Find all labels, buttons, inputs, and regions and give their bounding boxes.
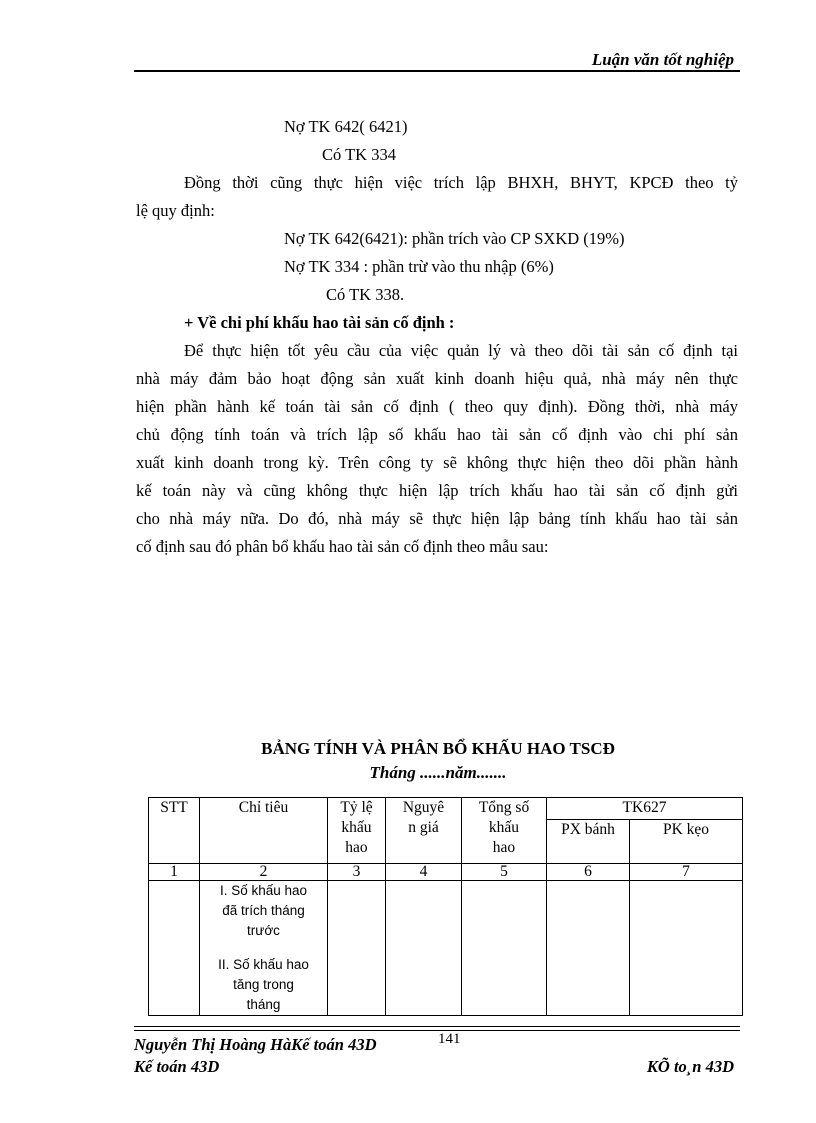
entry-line-5: Nợ TK 642(6421): phần trích vào CP SXKD (19%)	[284, 229, 625, 248]
paragraph-line: kế toán này và cũng không thực hiện lập trích khấu hao tài sản cố định gửi	[136, 481, 738, 500]
header-cell-chi-tieu: Chỉ tiêu	[200, 798, 328, 864]
column-number: 4	[386, 864, 462, 881]
section-heading: + Về chi phí khấu hao tài sản cố định :	[184, 313, 455, 332]
column-number: 1	[149, 864, 200, 881]
paragraph-line: cho nhà máy nữa. Do đó, nhà máy sẽ thực hiện lập bảng tính khấu hao tài sản	[136, 509, 738, 528]
column-number: 2	[200, 864, 328, 881]
table-cell-chi-tieu: I. Số khấu hao đã trích tháng trước II. Số khấu hao tăng trong tháng	[200, 881, 328, 1016]
table-cell	[630, 881, 743, 1016]
table-subtitle: Tháng ......năm.......	[369, 763, 507, 782]
header-cell-px-banh: PX bánh	[547, 820, 630, 864]
column-number: 3	[328, 864, 386, 881]
footer-rule	[134, 1026, 740, 1027]
paragraph-line: nhà máy đảm bảo hoạt động sản xuất kinh doanh hiệu quả, nhà máy nên thực	[136, 369, 738, 388]
header-cell-stt: STT	[149, 798, 200, 864]
table-cell	[328, 881, 386, 1016]
footer-author: Nguyễn Thị Hoàng HàKế toán 43D	[134, 1035, 377, 1054]
paragraph-line: lệ quy định:	[136, 201, 215, 220]
header-title: Luận văn tốt nghiệp	[591, 50, 734, 69]
entry-line-2: Có TK 334	[322, 145, 396, 164]
depreciation-table	[148, 797, 743, 1016]
header-cell-ty-le: Tỷ lệ khấu hao	[328, 798, 386, 864]
page-number: 141	[438, 1031, 461, 1047]
paragraph-line: hiện phần hành kế toán tài sản cố định ( theo quy định). Đồng thời, nhà máy	[136, 397, 738, 416]
table-cell	[149, 881, 200, 1016]
column-number: 5	[462, 864, 547, 881]
paragraph-line: chủ động tính toán và trích lập số khấu hao tài sản cố định vào chi phí sản	[136, 425, 738, 444]
header-cell-tong-so: Tổng số khấu hao	[462, 798, 547, 864]
table-cell	[386, 881, 462, 1016]
table-cell	[547, 881, 630, 1016]
footer-left-line: Kế toán 43D	[134, 1057, 220, 1076]
paragraph-line: Đồng thời cũng thực hiện việc trích lập BHXH, BHYT, KPCĐ theo tỷ	[184, 173, 738, 192]
table-cell	[462, 881, 547, 1016]
entry-line-1: Nợ TK 642( 6421)	[284, 117, 408, 136]
header-cell-pk-keo: PK kẹo	[630, 820, 743, 864]
column-number: 6	[547, 864, 630, 881]
column-number: 7	[630, 864, 743, 881]
table-title: BẢNG TÍNH VÀ PHÂN BỔ KHẤU HAO TSCĐ	[261, 739, 615, 758]
footer-rule	[134, 1030, 740, 1031]
header-cell-tk627: TK627	[547, 798, 743, 820]
paragraph-line: xuất kinh doanh trong kỳ. Trên công ty sẽ không thực hiện theo dõi phần hành	[136, 453, 738, 472]
header-rule	[134, 70, 740, 72]
paragraph-line: Để thực hiện tốt yêu cầu của việc quản lý và theo dõi tài sản cố định tại	[184, 341, 738, 360]
header-cell-nguyen-gia: Nguyê n giá	[386, 798, 462, 864]
footer-right-line: KÕ to¸n 43D	[646, 1057, 734, 1076]
entry-line-7: Có TK 338.	[326, 285, 405, 304]
entry-line-6: Nợ TK 334 : phần trừ vào thu nhập (6%)	[284, 257, 554, 276]
paragraph-line: cố định sau đó phân bổ khấu hao tài sản cố định theo mẫu sau:	[136, 537, 549, 556]
